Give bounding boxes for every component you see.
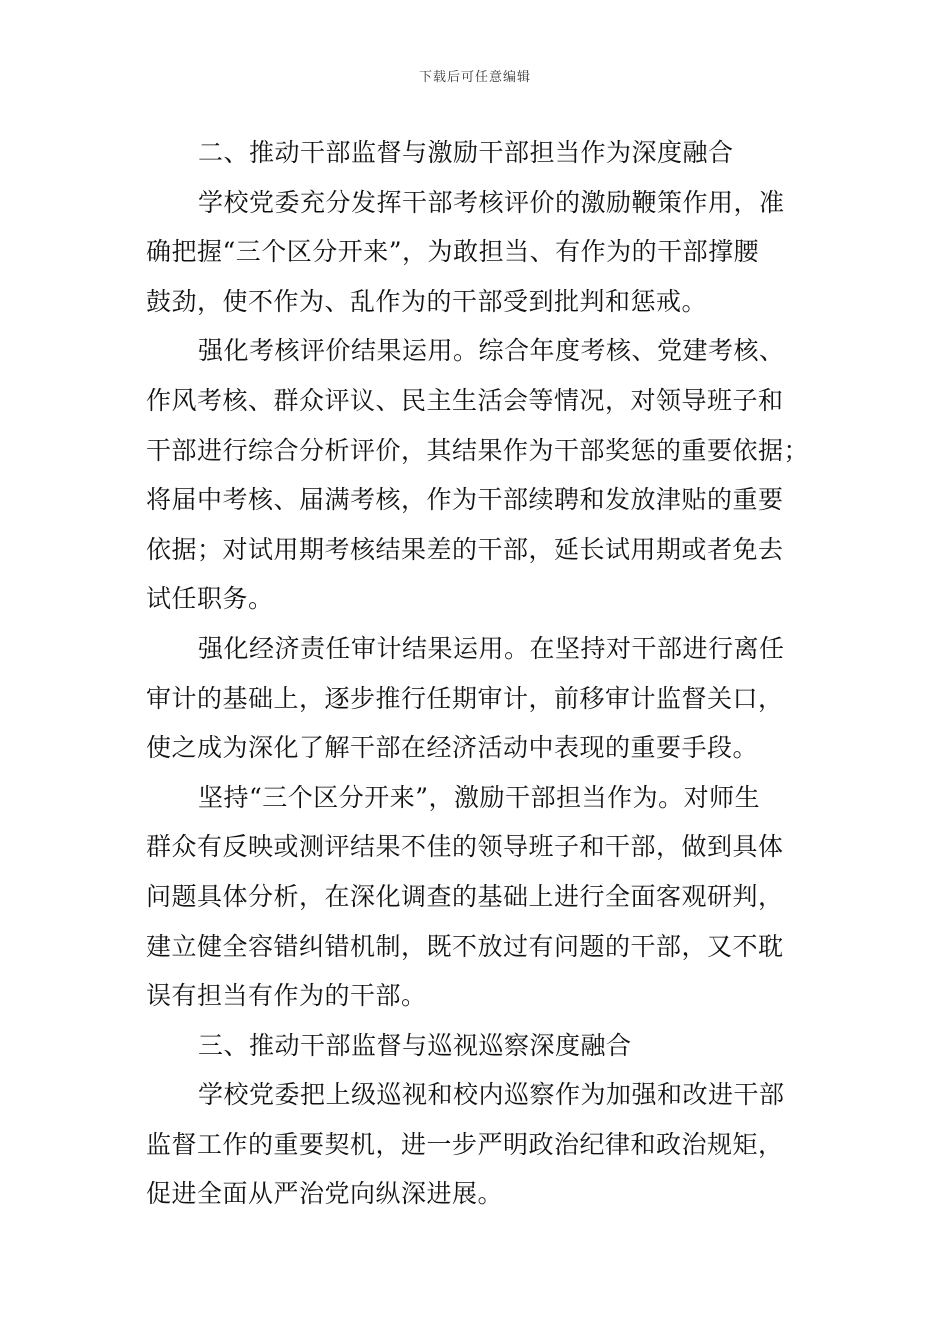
paragraph-line: 问题具体分析，在深化调查的基础上进行全面客观研判， [146, 881, 784, 911]
paragraph-line: 试任职务。 [146, 584, 274, 614]
paragraph-line: 误有担当有作为的干部。 [146, 981, 427, 1011]
paragraph-line: 监督工作的重要契机，进一步严明政治纪律和政治规矩， [146, 1129, 784, 1159]
paragraph-line: 强化经济责任审计结果运用。在坚持对干部进行离任 [198, 633, 785, 663]
paragraph-line: 强化考核评价结果运用。综合年度考核、党建考核、 [198, 336, 785, 366]
paragraph-line: 将届中考核、届满考核，作为干部续聘和发放津贴的重要 [146, 485, 784, 515]
paragraph-line: 建立健全容错纠错机制，既不放过有问题的干部，又不耽 [146, 931, 784, 961]
paragraph-line: 鼓劲，使不作为、乱作为的干部受到批判和惩戒。 [146, 286, 708, 316]
paragraph-line: 干部进行综合分析评价，其结果作为干部奖惩的重要依据； [146, 435, 810, 465]
paragraph-line: 使之成为深化了解干部在经济活动中表现的重要手段。 [146, 733, 759, 763]
paragraph-line: 群众有反映或测评结果不佳的领导班子和干部，做到具体 [146, 832, 784, 862]
paragraph-line: 坚持“三个区分开来”，激励干部担当作为。对师生 [198, 782, 761, 812]
paragraph-line: 依据；对试用期考核结果差的干部，延长试用期或者免去 [146, 534, 784, 564]
paragraph-line: 促进全面从严治党向纵深进展。 [146, 1179, 504, 1209]
paragraph-line: 作风考核、群众评议、民主生活会等情况，对领导班子和 [146, 385, 784, 415]
paragraph-line: 学校党委把上级巡视和校内巡察作为加强和改进干部 [198, 1080, 785, 1110]
paragraph-line: 学校党委充分发挥干部考核评价的激励鞭策作用，准 [198, 187, 785, 217]
paragraph-line: 确把握“三个区分开来”，为敢担当、有作为的干部撑腰 [146, 237, 760, 267]
paragraph-line: 审计的基础上，逐步推行任期审计，前移审计监督关口， [146, 683, 784, 713]
section-heading: 二、推动干部监督与激励干部担当作为深度融合 [198, 138, 734, 167]
page-header-note: 下载后可任意编辑 [418, 70, 531, 85]
section-heading: 三、推动干部监督与巡视巡察深度融合 [198, 1030, 632, 1060]
document-body [146, 128, 810, 1219]
